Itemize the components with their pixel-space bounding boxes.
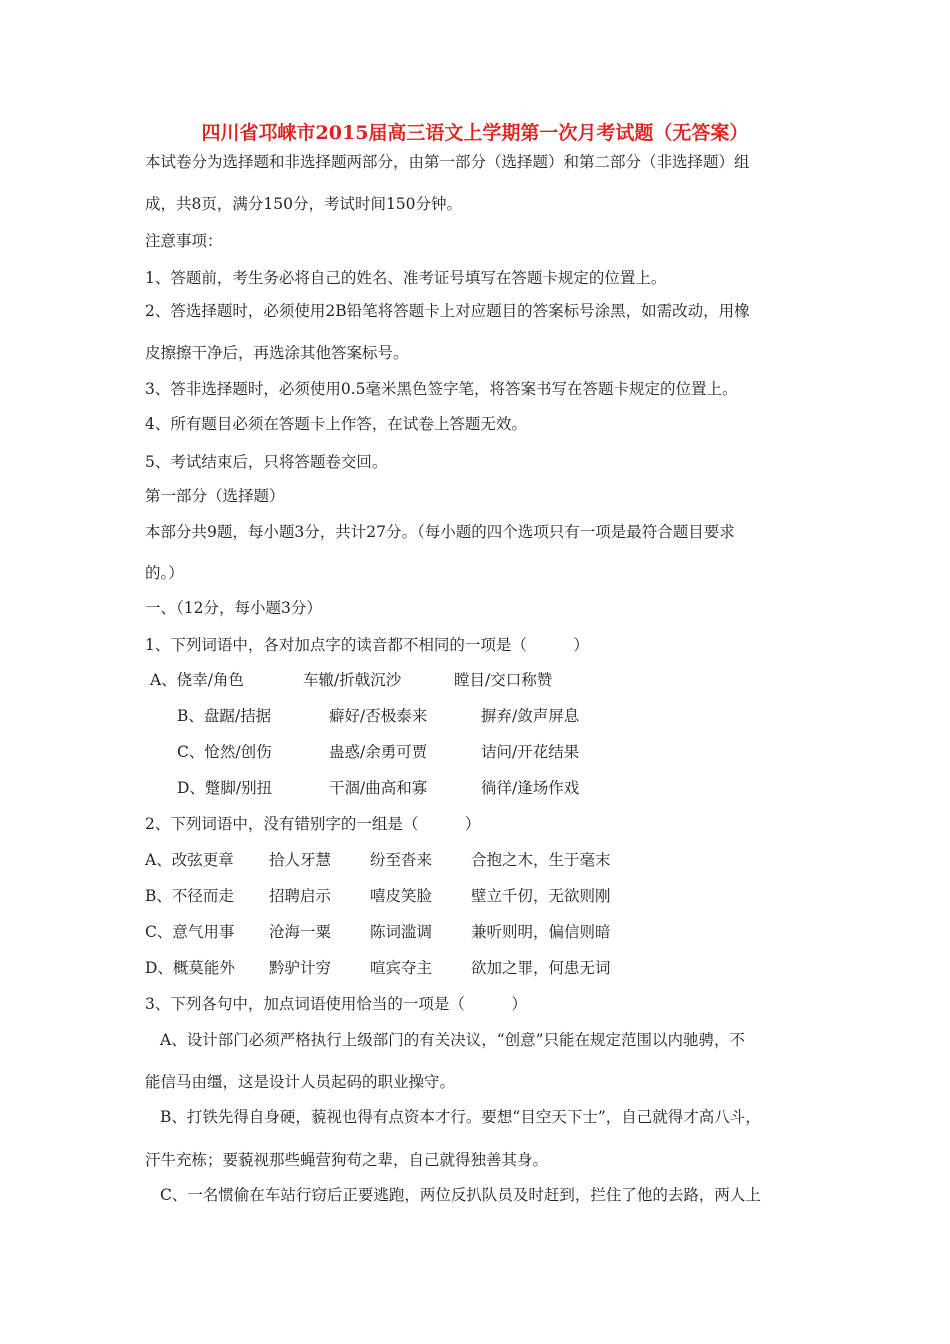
q2-option-b-3: 嘻皮笑脸 xyxy=(370,887,433,905)
q2-option-b-2: 招聘启示 xyxy=(269,887,332,905)
q1-option-d-3: 徜徉/逢场作戏 xyxy=(481,779,580,797)
q2-option-c-3: 陈词滥调 xyxy=(370,923,433,941)
notice-item-2-cont: 皮擦擦干净后，再选涂其他答案标号。 xyxy=(145,344,409,362)
q1-option-a-3: 瞠目/交口称赞 xyxy=(454,671,553,689)
q2-option-c-1: C、意气用事 xyxy=(145,923,235,941)
notice-item-1: 1、答题前，考生务必将自己的姓名、准考证号填写在答题卡规定的位置上。 xyxy=(145,269,667,287)
page-title: 四川省邛崃市2015届高三语文上学期第一次月考试题（无答案） xyxy=(201,122,749,144)
q1-option-a-1: A、侥幸/角色 xyxy=(150,671,244,689)
q1-option-a-2: 车辙/折戟沉沙 xyxy=(303,671,402,689)
question-1-stem: 1、下列词语中，各对加点字的读音都不相同的一项是（ ） xyxy=(145,636,589,654)
question-3-stem: 3、下列各句中，加点词语使用恰当的一项是（ ） xyxy=(145,995,527,1013)
q2-option-d-3: 喧宾夺主 xyxy=(370,959,433,977)
q1-option-d-1: D、蹩脚/别扭 xyxy=(177,779,273,797)
section-heading: 一、（12分，每小题3分） xyxy=(145,599,322,617)
intro-line-1: 本试卷分为选择题和非选择题两部分，由第一部分（选择题）和第二部分（非选择题）组 xyxy=(145,153,750,171)
notice-heading: 注意事项： xyxy=(145,232,223,250)
part1-heading: 第一部分（选择题） xyxy=(145,487,285,505)
q2-option-c-2: 沧海一粟 xyxy=(269,923,332,941)
notice-item-4: 4、所有题目必须在答题卡上作答，在试卷上答题无效。 xyxy=(145,415,527,433)
q1-option-b-3: 摒弃/敛声屏息 xyxy=(481,707,580,725)
q2-option-d-1: D、概莫能外 xyxy=(145,959,235,977)
q1-option-c-3: 诘问/开花结果 xyxy=(481,743,580,761)
q2-option-b-4: 壁立千仞，无欲则刚 xyxy=(471,887,611,905)
q2-option-a-1: A、改弦更章 xyxy=(145,851,234,869)
q2-option-d-4: 欲加之罪，何患无词 xyxy=(471,959,611,977)
q3-option-c-line-1: C、一名惯偷在车站行窃后正要逃跑，两位反扒队员及时赶到，拦住了他的去路，两人上 xyxy=(160,1186,761,1204)
q2-option-a-3: 纷至沓来 xyxy=(370,851,433,869)
question-2-stem: 2、下列词语中，没有错别字的一组是（ ） xyxy=(145,815,481,833)
q3-option-a-line-1: A、设计部门必须严格执行上级部门的有关决议，“创意”只能在规定范围以内驰骋，不 xyxy=(160,1031,746,1049)
part1-desc-line-2: 的。） xyxy=(145,564,184,582)
notice-item-5: 5、考试结束后，只将答题卷交回。 xyxy=(145,453,388,471)
notice-item-2: 2、答选择题时，必须使用2B铅笔将答题卡上对应题目的答案标号涂黑，如需改动，用橡 xyxy=(145,302,750,320)
q3-option-a-line-2: 能信马由缰，这是设计人员起码的职业操守。 xyxy=(145,1073,456,1091)
intro-line-2: 成，共8页，满分150分，考试时间150分钟。 xyxy=(145,195,463,213)
q3-option-b-line-1: B、打铁先得自身硬，藐视也得有点资本才行。要想“目空天下士”，自己就得才高八斗， xyxy=(160,1108,761,1126)
q1-option-b-2: 癖好/否极泰来 xyxy=(329,707,428,725)
q2-option-a-2: 拾人牙慧 xyxy=(269,851,332,869)
q3-option-b-line-2: 汗牛充栋；要藐视那些蝇营狗苟之辈，自己就得独善其身。 xyxy=(145,1151,549,1169)
q1-option-d-2: 干涸/曲高和寡 xyxy=(329,779,428,797)
q2-option-b-1: B、不径而走 xyxy=(145,887,234,905)
q1-option-b-1: B、盘踞/拮据 xyxy=(177,707,272,725)
q2-option-d-2: 黔驴计穷 xyxy=(269,959,332,977)
q1-option-c-1: C、怆然/创伤 xyxy=(177,743,272,761)
part1-desc-line-1: 本部分共9题，每小题3分，共计27分。（每小题的四个选项只有一项是最符合题目要求 xyxy=(145,523,735,541)
q1-option-c-2: 蛊惑/余勇可贾 xyxy=(329,743,428,761)
q2-option-c-4: 兼听则明，偏信则暗 xyxy=(471,923,611,941)
notice-item-3: 3、答非选择题时，必须使用0.5毫米黑色签字笔，将答案书写在答题卡规定的位置上。 xyxy=(145,380,738,398)
q2-option-a-4: 合抱之木，生于毫末 xyxy=(471,851,611,869)
